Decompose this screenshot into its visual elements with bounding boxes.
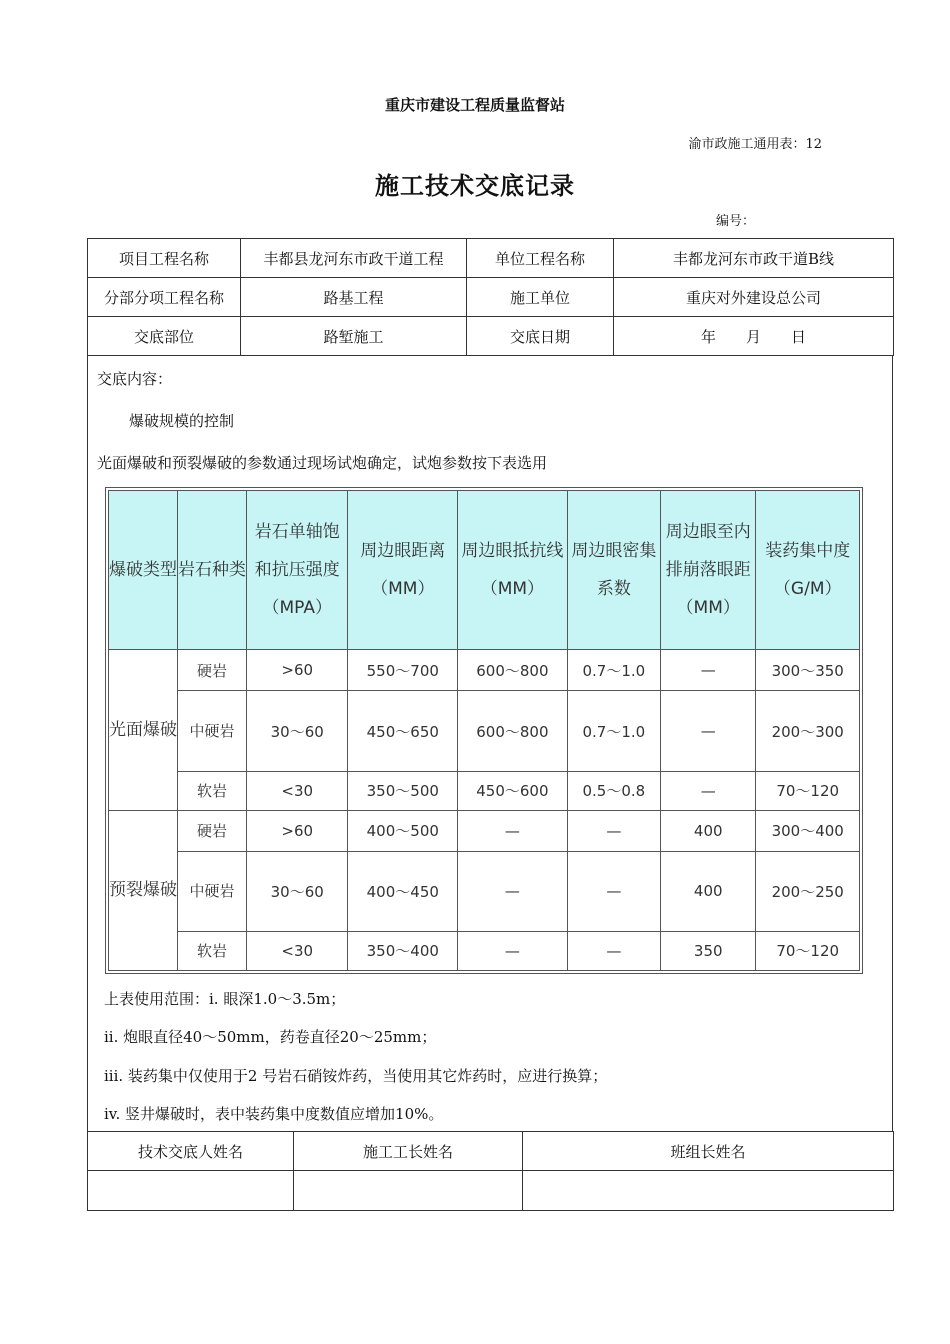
rock-cell: 中硬岩 — [178, 851, 247, 931]
table-row — [109, 691, 860, 771]
table-row — [109, 851, 860, 931]
charge-cell: 200～250 — [756, 851, 860, 931]
dist-cell: — — [661, 691, 756, 771]
header-cell: 周边眼至内排崩落眼距（MM） — [661, 491, 756, 650]
coef-cell: 0.5～0.8 — [567, 771, 660, 810]
header-cell: 装药集中度（G/M） — [756, 491, 860, 650]
content-intro: 光面爆破和预裂爆破的参数通过现场试炮确定，试炮参数按下表选用 — [97, 454, 548, 472]
project-value: 丰都县龙河东市政干道工程 — [241, 239, 467, 278]
header-cell: 爆破类型 — [109, 491, 178, 650]
content-label: 交底内容： — [97, 370, 173, 388]
table-row — [109, 810, 860, 851]
table-row — [109, 771, 860, 810]
team-leader-label: 班组长姓名 — [523, 1132, 894, 1171]
spacing-cell: 400～450 — [348, 851, 458, 931]
blast-parameter-table — [105, 487, 863, 974]
unit-label: 单位工程名称 — [467, 239, 614, 278]
sub-value: 路基工程 — [241, 278, 467, 317]
blast-type-cell: 预裂爆破 — [109, 810, 178, 970]
charge-cell: 300～400 — [756, 810, 860, 851]
project-label: 项目工程名称 — [88, 239, 241, 278]
coef-cell: — — [567, 851, 660, 931]
spacing-cell: 400～500 — [348, 810, 458, 851]
burden-cell: 600～800 — [458, 691, 568, 771]
charge-cell: 300～350 — [756, 650, 860, 691]
burden-cell: 450～600 — [458, 771, 568, 810]
rock-cell: 硬岩 — [178, 810, 247, 851]
usage-note: iii. 装药集中仅使用于2 号岩石硝铵炸药，当使用其它炸药时，应进行换算； — [104, 1067, 608, 1085]
rock-cell: 中硬岩 — [178, 691, 247, 771]
foreman-signature-field[interactable] — [294, 1171, 523, 1211]
coef-cell: — — [567, 810, 660, 851]
strength-cell: >60 — [247, 810, 348, 851]
dist-cell: 350 — [661, 931, 756, 970]
charge-cell: 70～120 — [756, 771, 860, 810]
burden-cell: — — [458, 810, 568, 851]
info-row — [88, 317, 894, 356]
date-label: 交底日期 — [467, 317, 614, 356]
coef-cell: 0.7～1.0 — [567, 691, 660, 771]
info-row — [88, 239, 894, 278]
strength-cell: >60 — [247, 650, 348, 691]
burden-cell: 600～800 — [458, 650, 568, 691]
header-cell: 周边眼距离（MM） — [348, 491, 458, 650]
spacing-cell: 350～400 — [348, 931, 458, 970]
part-value: 路堑施工 — [241, 317, 467, 356]
dist-cell: — — [661, 771, 756, 810]
signature-label-row — [88, 1132, 894, 1171]
header-cell: 岩石种类 — [178, 491, 247, 650]
form-number: 渝市政施工通用表：12 — [688, 137, 822, 152]
contractor-value: 重庆对外建设总公司 — [614, 278, 894, 317]
table-row — [109, 650, 860, 691]
team-leader-signature-field[interactable] — [523, 1171, 894, 1211]
spacing-cell: 550～700 — [348, 650, 458, 691]
sub-label: 分部分项工程名称 — [88, 278, 241, 317]
header-cell: 周边眼密集系数 — [567, 491, 660, 650]
header-cell: 岩石单轴饱和抗压强度（MPA） — [247, 491, 348, 650]
blast-header-row — [109, 491, 860, 650]
tech-lead-label: 技术交底人姓名 — [88, 1132, 294, 1171]
coef-cell: — — [567, 931, 660, 970]
strength-cell: 30～60 — [247, 691, 348, 771]
table-row — [109, 931, 860, 970]
serial-label: 编号： — [716, 214, 756, 229]
contractor-label: 施工单位 — [467, 278, 614, 317]
charge-cell: 200～300 — [756, 691, 860, 771]
blast-type-cell: 光面爆破 — [109, 650, 178, 810]
burden-cell: — — [458, 851, 568, 931]
organization-name: 重庆市建设工程质量监督站 — [384, 96, 565, 114]
spacing-cell: 350～500 — [348, 771, 458, 810]
tech-lead-signature-field[interactable] — [88, 1171, 294, 1211]
content-heading: 爆破规模的控制 — [129, 412, 235, 430]
rock-cell: 硬岩 — [178, 650, 247, 691]
usage-note: ii. 炮眼直径40～50mm，药卷直径20～25mm； — [104, 1028, 437, 1046]
dist-cell: 400 — [661, 810, 756, 851]
signature-table — [87, 1131, 894, 1211]
charge-cell: 70～120 — [756, 931, 860, 970]
strength-cell: <30 — [247, 931, 348, 970]
signature-field-row — [88, 1171, 894, 1211]
rock-cell: 软岩 — [178, 931, 247, 970]
burden-cell: — — [458, 931, 568, 970]
info-table — [87, 238, 894, 356]
coef-cell: 0.7～1.0 — [567, 650, 660, 691]
page-title: 施工技术交底记录 — [375, 171, 575, 200]
strength-cell: 30～60 — [247, 851, 348, 931]
strength-cell: <30 — [247, 771, 348, 810]
foreman-label: 施工工长姓名 — [294, 1132, 523, 1171]
dist-cell: — — [661, 650, 756, 691]
usage-note: 上表使用范围：i. 眼深1.0～3.5m； — [104, 990, 346, 1008]
info-row — [88, 278, 894, 317]
spacing-cell: 450～650 — [348, 691, 458, 771]
header-cell: 周边眼抵抗线（MM） — [458, 491, 568, 650]
part-label: 交底部位 — [88, 317, 241, 356]
unit-value: 丰都龙河东市政干道B线 — [614, 239, 894, 278]
date-value: 年 月 日 — [614, 317, 894, 356]
rock-cell: 软岩 — [178, 771, 247, 810]
usage-note: iv. 竖井爆破时，表中装药集中度数值应增加10%。 — [104, 1105, 444, 1123]
dist-cell: 400 — [661, 851, 756, 931]
